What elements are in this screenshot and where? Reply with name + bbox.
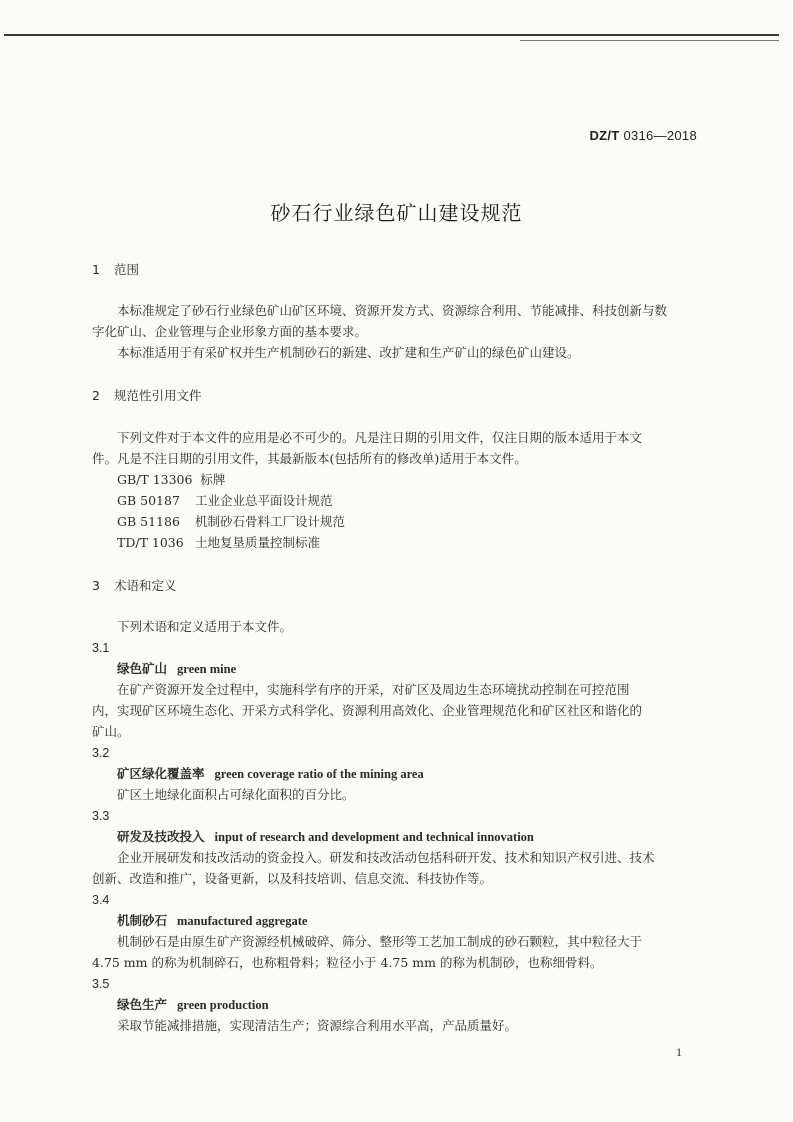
section-2-para-line-1: 下列文件对于本文件的应用是必不可少的。凡是注日期的引用文件，仅注日期的版本适用于本文 bbox=[117, 430, 643, 445]
term-definition-line: 内，实现矿区环境生态化、开采方式科学化、资源利用高效化、企业管理规范化和矿区社区和谐化的 bbox=[92, 703, 643, 718]
reference-item: TD/T 1036 土地复垦质量控制标准 bbox=[117, 535, 320, 550]
section-1-para-2: 本标准适用于有采矿权并生产机制砂石的新建、改扩建和生产矿山的绿色矿山建设。 bbox=[117, 345, 580, 360]
document-code bbox=[589, 128, 697, 143]
term-heading: 研发及技改投入 input of research and development and technical innovation bbox=[117, 829, 534, 844]
term-heading: 机制砂石 manufactured aggregate bbox=[117, 913, 308, 928]
term-definition-line: 矿区土地绿化面积占可绿化面积的百分比。 bbox=[117, 787, 355, 802]
term-definition-line: 企业开展研发和技改活动的资金投入。研发和技改活动包括科研开发、技术和知识产权引进、技术 bbox=[117, 850, 655, 865]
top-rule bbox=[4, 34, 779, 36]
reference-item: GB 51186 机制砂石骨料工厂设计规范 bbox=[117, 514, 345, 529]
term-number: 3.3 bbox=[92, 809, 110, 823]
doc-code-prefix: DZ/T bbox=[589, 128, 620, 143]
reference-item: GB/T 13306 标牌 bbox=[117, 472, 226, 487]
term-definition-line: 在矿产资源开发全过程中，实施科学有序的开采，对矿区及周边生态环境扰动控制在可控范围 bbox=[117, 682, 630, 697]
section-3-intro: 下列术语和定义适用于本文件。 bbox=[117, 619, 293, 634]
section-1-heading: 1 范围 bbox=[92, 262, 140, 277]
reference-item: GB 50187 工业企业总平面设计规范 bbox=[117, 493, 333, 508]
term-number: 3.4 bbox=[92, 893, 110, 907]
section-1-para-1-line-1: 本标准规定了砂石行业绿色矿山矿区环境、资源开发方式、资源综合利用、节能减排、科技创新与数 bbox=[117, 303, 668, 318]
doc-code-number: 0316—2018 bbox=[623, 128, 697, 143]
page-number: 1 bbox=[676, 1045, 682, 1059]
term-number: 3.2 bbox=[92, 746, 110, 760]
page-title: 砂石行业绿色矿山建设规范 bbox=[270, 201, 523, 225]
section-2-para-line-2: 件。凡是不注日期的引用文件，其最新版本(包括所有的修改单)适用于本文件。 bbox=[92, 451, 527, 466]
term-definition-line: 机制砂石是由原生矿产资源经机械破碎、筛分、整形等工艺加工制成的砂石颗粒，其中粒径大于 bbox=[117, 934, 643, 949]
section-1-para-1-line-2: 字化矿山、企业管理与企业形象方面的基本要求。 bbox=[92, 324, 368, 339]
term-number: 3.1 bbox=[92, 641, 110, 655]
term-definition-line: 采取节能减排措施，实现清洁生产；资源综合利用水平高，产品质量好。 bbox=[117, 1018, 518, 1033]
term-definition-line: 矿山。 bbox=[92, 724, 130, 739]
term-heading: 绿色生产 green production bbox=[117, 997, 269, 1012]
term-heading: 绿色矿山 green mine bbox=[117, 661, 237, 676]
top-rule-thin bbox=[520, 40, 779, 41]
term-definition-line: 创新、改造和推广，设备更新，以及科技培训、信息交流、科技协作等。 bbox=[92, 871, 493, 886]
term-definition-line: 4.75 mm 的称为机制碎石，也称粗骨料；粒径小于 4.75 mm 的称为机制砂，也称细骨料。 bbox=[92, 955, 603, 970]
section-3-heading: 3 术语和定义 bbox=[92, 578, 177, 593]
term-heading: 矿区绿化覆盖率 green coverage ratio of the mining area bbox=[117, 766, 424, 781]
section-2-heading: 2 规范性引用文件 bbox=[92, 388, 202, 403]
term-number: 3.5 bbox=[92, 977, 110, 991]
